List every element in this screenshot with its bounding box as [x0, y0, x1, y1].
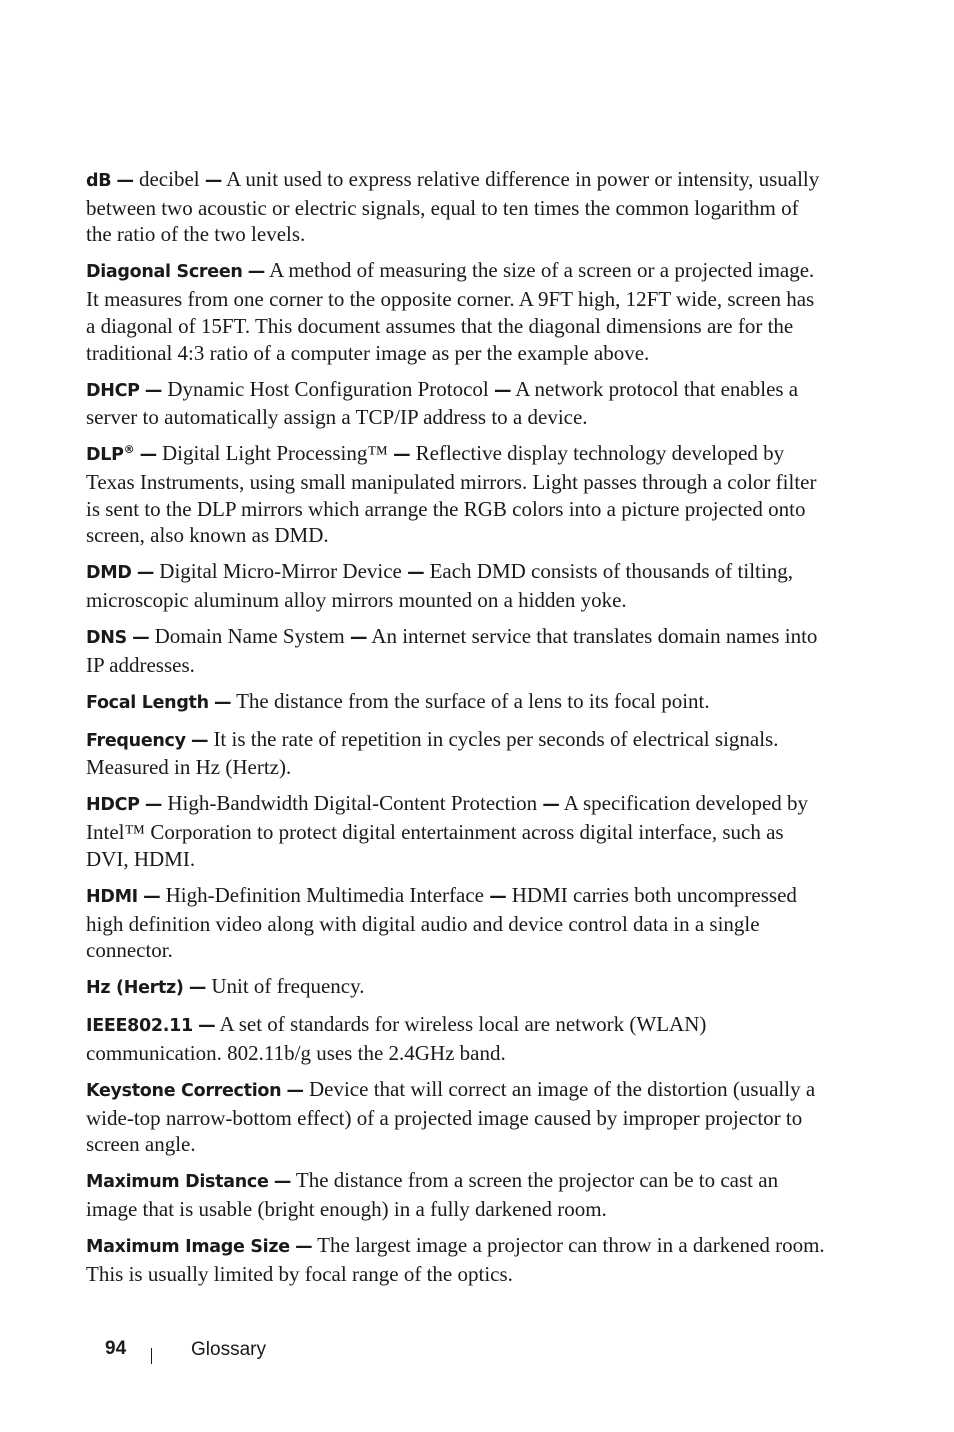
glossary-definition: A network protocol that enables a server to automatically assign a TCP/IP address to a device.	[86, 376, 799, 430]
footer-divider	[151, 1348, 152, 1364]
glossary-list	[86, 166, 826, 1297]
glossary-definition: A specification developed by Intel™ Corporation to protect digital entertainment across digital interface, such as DVI, HDMI.	[86, 791, 809, 871]
glossary-definition: The distance from a screen the projector can be to cast an image that is usable (bright enough) in a fully darkened room.	[86, 1168, 779, 1222]
glossary-definition: A unit used to express relative difference in power or intensity, usually between two acoustic or electric signals, equal to ten times the common logarithm of the ratio of the two levels.	[86, 167, 820, 247]
em-dash: —	[198, 1016, 216, 1037]
em-dash: —	[143, 886, 161, 907]
section-title: Glossary	[191, 1339, 266, 1360]
glossary-term: IEEE802.11	[86, 1016, 193, 1037]
glossary-definition: HDMI carries both uncompressed high definition video along with digital audio and device control data in a single connector.	[86, 882, 797, 963]
em-dash: —	[139, 445, 157, 466]
em-dash: —	[349, 628, 368, 649]
em-dash: —	[144, 380, 163, 401]
glossary-definition: Reflective display technology developed by Texas Instruments, using small manipulated mirrors. Light passes through a color filter is sent to the DLP mirrors which arrange the RGB colors into a picture projected onto screen, also known as DMD.	[86, 441, 817, 548]
page-number: 94	[105, 1338, 127, 1359]
glossary-expansion: Dynamic Host Configuration Protocol	[167, 376, 489, 401]
glossary-definition: It is the rate of repetition in cycles per seconds of electrical signals. Measured in Hz (Hertz).	[86, 726, 779, 780]
glossary-entry-hdmi	[86, 882, 826, 964]
glossary-definition: The largest image a projector can throw in a darkened room. This is usually limited by focal range of the optics.	[86, 1233, 825, 1286]
glossary-definition: Each DMD consists of thousands of tilting, microscopic aluminum alloy mirrors mounted on a hidden yoke.	[86, 559, 793, 613]
glossary-entry-maximum-distance	[86, 1167, 826, 1222]
em-dash: —	[132, 628, 150, 649]
em-dash: —	[144, 795, 163, 816]
glossary-term: DNS	[86, 628, 127, 649]
glossary-entry-frequency	[86, 726, 826, 781]
em-dash: —	[273, 1172, 292, 1193]
glossary-entry-focal-length	[86, 688, 826, 717]
glossary-expansion: Digital Micro-Mirror Device	[159, 559, 402, 584]
glossary-definition: A set of standards for wireless local are network (WLAN) communication. 802.11b/g uses the 2.4GHz band.	[86, 1012, 707, 1065]
em-dash: —	[286, 1080, 304, 1101]
glossary-term: DMD	[86, 563, 132, 584]
glossary-term: Focal Length	[86, 692, 209, 713]
em-dash: —	[214, 692, 232, 713]
glossary-entry-dlp	[86, 440, 826, 549]
glossary-definition: The distance from the surface of a lens to its focal point.	[236, 688, 710, 713]
glossary-expansion: Domain Name System	[154, 624, 345, 649]
glossary-entry-db	[86, 166, 826, 248]
em-dash: —	[489, 886, 507, 907]
glossary-expansion: High-Bandwidth Digital-Content Protection	[167, 791, 538, 816]
glossary-definition: A method of measuring the size of a screen or a projected image. It measures from one corner to the opposite corner. A 9FT high, 12FT wide, screen has a diagonal of 15FT. This document assumes that the diagonal dimensions are for the traditional 4:3 ratio of a computer image as per the example above.	[86, 258, 815, 365]
em-dash: —	[247, 262, 265, 283]
glossary-term-text: DLP	[86, 445, 124, 466]
em-dash: —	[188, 978, 207, 999]
em-dash: —	[393, 445, 411, 466]
glossary-expansion: decibel	[138, 167, 200, 191]
em-dash: —	[116, 171, 134, 191]
glossary-term: Diagonal Screen	[86, 262, 243, 283]
glossary-term: dB	[86, 171, 112, 191]
em-dash: —	[295, 1237, 313, 1258]
glossary-term: Keystone Correction	[86, 1080, 282, 1101]
glossary-term: Frequency	[86, 730, 186, 751]
glossary-entry-dhcp	[86, 376, 826, 431]
glossary-term: Hz (Hertz)	[86, 978, 184, 999]
glossary-term	[86, 445, 134, 465]
glossary-definition: Device that will correct an image of the distortion (usually a wide-top narrow-bottom effect) of a projected image caused by improper projector to screen angle.	[86, 1076, 816, 1157]
glossary-term: Maximum Distance	[86, 1172, 269, 1193]
glossary-entry-maximum-image-size	[86, 1232, 826, 1287]
glossary-entry-hz	[86, 973, 826, 1002]
glossary-term: HDCP	[86, 795, 140, 816]
glossary-entry-keystone-correction	[86, 1076, 826, 1158]
glossary-expansion: Digital Light Processing™	[162, 441, 388, 466]
registered-mark: ®	[123, 443, 135, 457]
glossary-entry-diagonal-screen	[86, 257, 826, 366]
glossary-entry-dmd	[86, 558, 826, 613]
glossary-term: HDMI	[86, 886, 138, 907]
em-dash: —	[204, 171, 223, 191]
glossary-term: DHCP	[86, 380, 140, 401]
em-dash: —	[542, 795, 560, 816]
glossary-entry-hdcp	[86, 790, 826, 872]
em-dash: —	[407, 563, 425, 584]
glossary-definition: Unit of frequency.	[211, 974, 365, 999]
glossary-term: Maximum Image Size	[86, 1237, 290, 1258]
em-dash: —	[136, 563, 155, 584]
em-dash: —	[190, 730, 209, 751]
glossary-definition: An internet service that translates domain names into IP addresses.	[86, 624, 818, 677]
glossary-entry-ieee80211	[86, 1011, 826, 1066]
glossary-expansion: High-Definition Multimedia Interface	[165, 882, 485, 907]
em-dash: —	[494, 380, 512, 401]
glossary-entry-dns	[86, 623, 826, 678]
